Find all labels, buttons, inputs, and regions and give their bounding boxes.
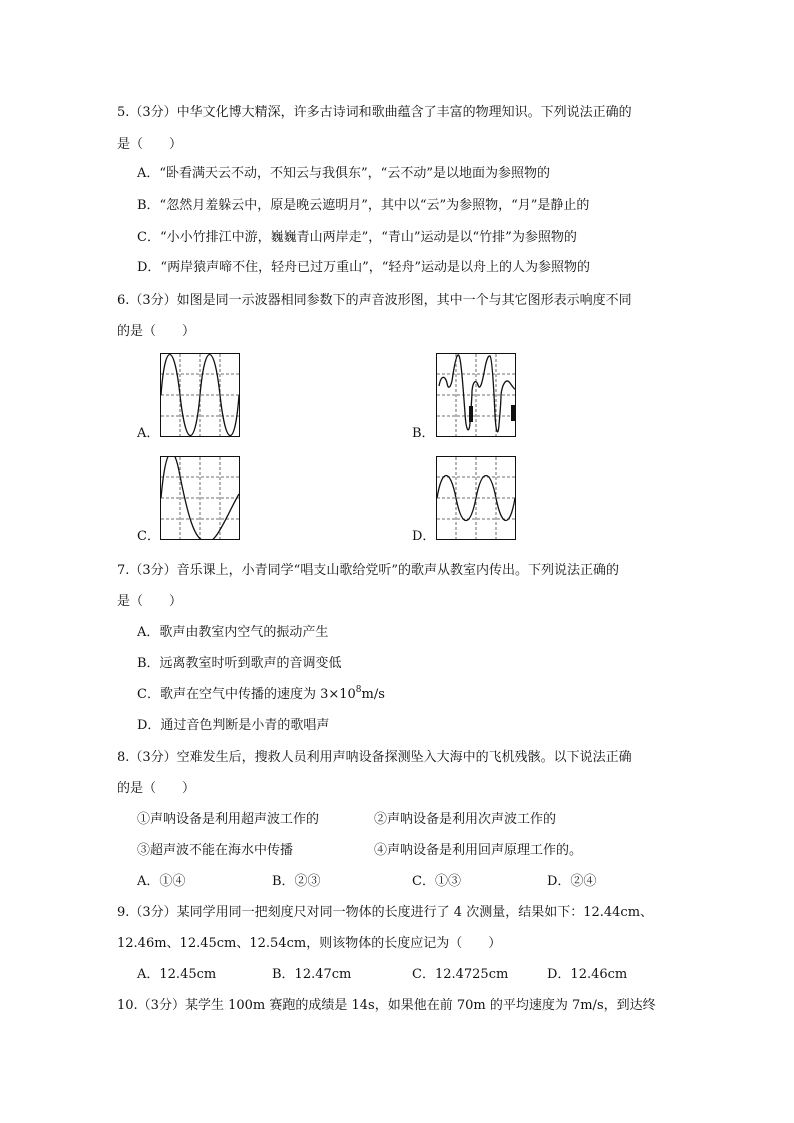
q8-option-d: D．②④ (547, 874, 597, 889)
q5-option-a: A．“卧看满天云不动，不知云与我俱东”，“云不动”是以地面为参照物的 (137, 166, 550, 181)
q7-option-c-unit: m/s (361, 687, 385, 702)
q6-stem-line1: 6.（3分）如图是同一示波器相同参数下的声音波形图，其中一个与其它图形表示响度不同 (117, 293, 632, 308)
q8-statement-4: ④声呐设备是利用回声原理工作的。 (374, 843, 583, 858)
q7-option-c-exponent: 8 (355, 685, 362, 695)
waveform-d (436, 456, 516, 540)
q7-stem-line1: 7.（3分）音乐课上，小青同学“唱支山歌给党听”的歌声从教室内传出。下列说法正确的 (117, 563, 619, 578)
q8-statement-1: ①声呐设备是利用超声波工作的 (137, 812, 320, 827)
waveform-c (160, 456, 240, 540)
q7-option-c-text: C．歌声在空气中传播的速度为 3×10 (137, 687, 356, 702)
q8-stem-line1: 8.（3分）空难发生后，搜救人员利用声呐设备探测坠入大海中的飞机残骸。以下说法正确 (117, 750, 632, 765)
q7-option-d: D．通过音色判断是小青的歌唱声 (137, 718, 330, 733)
q8-option-a: A．①④ (137, 874, 186, 889)
q9-stem-line2: 12.46m、12.45cm、12.54cm，则该物体的长度应记为（ ） (117, 936, 502, 951)
q10-stem-line1: 10.（3分）某学生 100m 赛跑的成绩是 14s，如果他在前 70m 的平均速度为 7m/s，到达终 (117, 998, 656, 1013)
q9-option-d: D．12.46cm (547, 967, 628, 982)
q8-statement-3: ③超声波不能在海水中传播 (137, 843, 294, 858)
q9-option-b: B．12.47cm (272, 967, 352, 982)
q6-label-b: B． (412, 426, 435, 441)
q7-stem-line2: 是（ ） (117, 594, 183, 609)
q8-option-c: C．①③ (412, 874, 461, 889)
q5-stem-line1: 5.（3分）中华文化博大精深，许多古诗词和歌曲蕴含了丰富的物理知识。下列说法正确的 (117, 105, 632, 120)
q8-stem-line2: 的是（ ） (117, 781, 196, 796)
q5-option-c: C．“小小竹排江中游，巍巍青山两岸走”，“青山”运动是以“竹排”为参照物的 (137, 230, 577, 245)
q8-statement-2: ②声呐设备是利用次声波工作的 (374, 812, 557, 827)
q6-label-c: C． (137, 529, 160, 544)
q8-option-b: B．②③ (272, 874, 321, 889)
q5-stem-line2: 是（ ） (117, 137, 183, 152)
q9-stem-line1: 9.（3分）某同学用同一把刻度尺对同一物体的长度进行了 4 次测量，结果如下：12.44cm、 (117, 905, 654, 920)
q9-option-c: C．12.4725cm (412, 967, 509, 982)
q5-option-d: D．“两岸猿声啼不住，轻舟已过万重山”，“轻舟”运动是以舟上的人为参照物的 (137, 260, 591, 275)
waveform-a (160, 353, 240, 437)
q7-option-b: B．远离教室时听到歌声的音调变低 (137, 656, 342, 671)
q6-stem-line2: 的是（ ） (117, 324, 196, 339)
q7-option-c (137, 686, 385, 704)
q9-option-a: A．12.45cm (137, 967, 217, 982)
q7-option-a: A．歌声由教室内空气的振动产生 (137, 625, 329, 640)
q6-label-d: D． (412, 529, 436, 544)
q5-option-b: B．“忽然月羞躲云中，原是晚云遮明月”，其中以“云”为参照物，“月”是静止的 (137, 198, 590, 213)
q6-label-a: A． (137, 426, 160, 441)
waveform-b (436, 353, 516, 437)
